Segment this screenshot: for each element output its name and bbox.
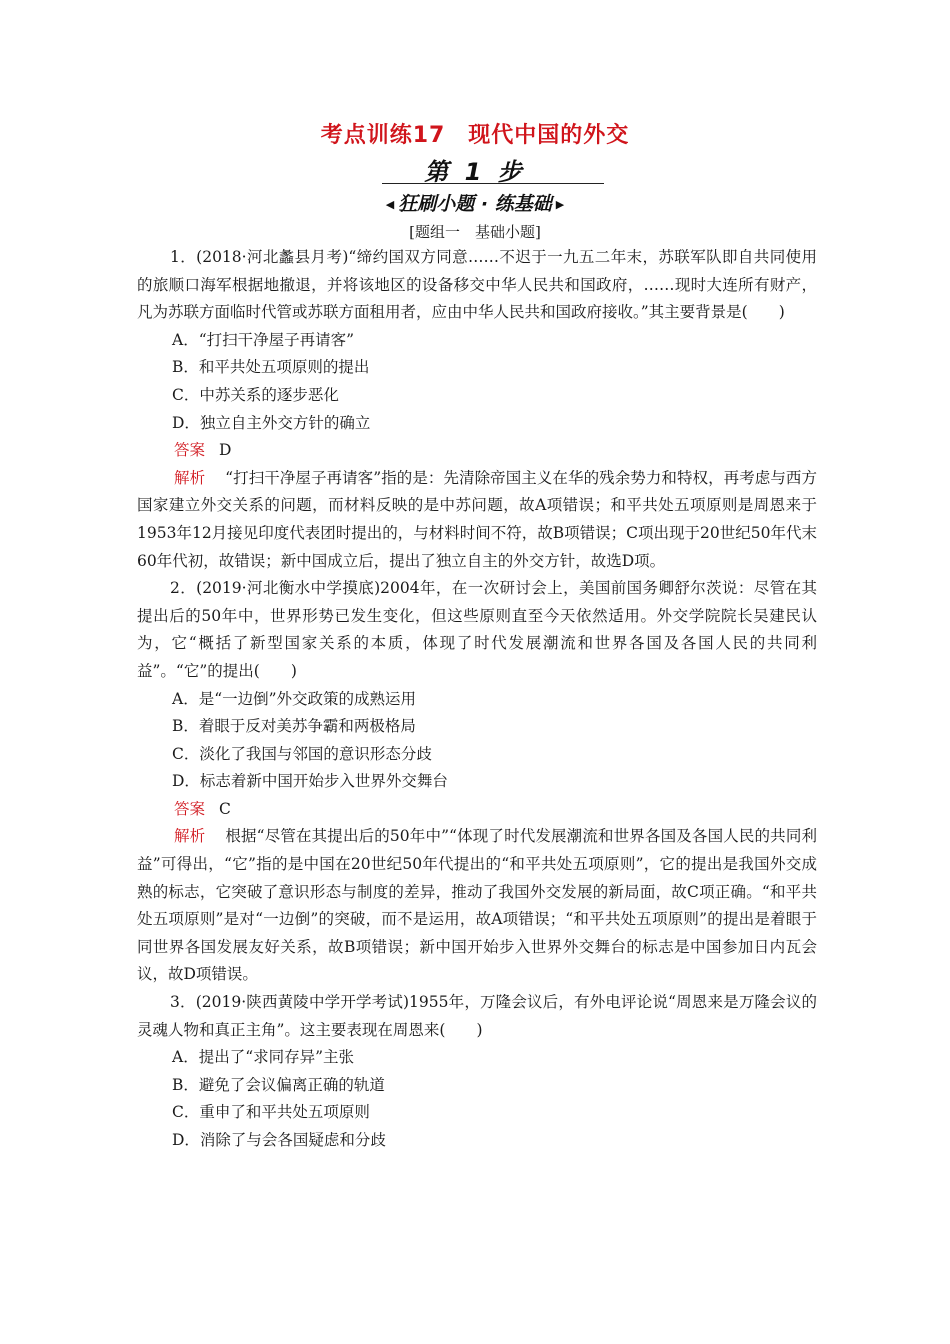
section-subtitle-text: 狂刷小题 · 练基础 [398,193,552,215]
right-triangle-icon: ▶ [555,198,565,211]
option-a: A．“打扫干净屋子再请客” [172,330,355,349]
option-d: D．标志着新中国开始步入世界外交舞台 [172,772,448,791]
question-stem: 1．(2018·河北蠡县月考)“缔约国双方同意……不迟于一九五二年末，苏联军队即自共同使用的旅顺口海军根据地撤退，并将该地区的设备移交中华人民共和国政府，……现时大连所有财产，凡为苏联方面临时代管或苏联方面租用者，应由中华人民共和国政府接收。”其主要背景是( ) [137,248,817,322]
option-a: A．提出了“求同存异”主张 [172,1048,355,1067]
answer-line [137,796,817,824]
answer-value: D [219,441,232,460]
option-b: B．和平共处五项原则的提出 [172,358,370,377]
answer-label: 答案 [174,441,206,460]
explanation [137,465,817,575]
question-stem: 3．(2019·陕西黄陵中学开学考试)1955年，万隆会议后，有外电评论说“周恩来是万隆会议的灵魂人物和真正主角”。这主要表现在周恩来( ) [137,993,817,1039]
option-c: C．中苏关系的逐步恶化 [172,385,339,404]
question-group-label: [题组一 基础小题] [409,223,541,241]
option-d: D．独立自主外交方针的确立 [172,413,371,432]
left-triangle-icon: ◀ [385,198,395,211]
explanation [137,823,817,989]
answer-value: C [219,799,231,818]
question-stem: 2．(2019·河北衡水中学摸底)2004年，在一次研讨会上，美国前国务卿舒尔茨说：尽管在其提出后的50年中，世界形势已发生变化，但这些原则直至今天依然适用。外交学院院长吴建民认为，它“概括了新型国家关系的本质，体现了时代发展潮流和世界各国及各国人民的共同利益”。“它”的提出( ) [137,579,817,680]
option-b: B．着眼于反对美苏争霸和两极格局 [172,717,416,736]
option-d: D．消除了与会各国疑虑和分歧 [172,1131,386,1149]
explanation-label: 解析 [174,827,206,846]
option-b: B．避免了会议偏离正确的轨道 [172,1075,385,1094]
answer-line [137,437,817,465]
explanation-text: 根据“尽管在其提出后的50年中”“体现了时代发展潮流和世界各国及各国人民的共同利益”可得出，“它”指的是中国在20世纪50年代提出的“和平共处五项原则”，它的提出是我国外交成熟的标志，它突破了意识形态与制度的差异，推动了我国外交发展的新局面，故C项正确。“和平共处五项原则”是对“一边倒”的突破，而不是运用，故A项错误；“和平共处五项原则”的提出是着眼于同世界各国发展友好关系，故B项错误；新中国开始步入世界外交舞台的标志是中国参加日内瓦会议，故D项错误。 [137,827,817,984]
question-list [137,244,817,1155]
explanation-label: 解析 [174,468,206,487]
option-c: C．淡化了我国与邻国的意识形态分歧 [172,744,432,763]
page-title: 考点训练17 现代中国的外交 [320,123,630,148]
heading-rule [382,183,604,184]
section-subtitle [0,189,950,216]
option-a: A．是“一边倒”外交政策的成熟运用 [172,689,417,708]
answer-label: 答案 [174,799,206,818]
option-c: C．重申了和平共处五项原则 [172,1103,370,1122]
step-heading: 第 1 步 [424,158,526,186]
explanation-text: “打扫干净屋子再请客”指的是：先清除帝国主义在华的残余势力和特权，再考虑与西方国家建立外交关系的问题，而材料反映的是中苏问题，故A项错误；和平共处五项原则是周恩来于1953年12月接见印度代表团时提出的，与材料时间不符，故B项错误；C项出现于20世纪50年代末60年代初，故错误；新中国成立后，提出了独立自主的外交方针，故选D项。 [137,468,817,570]
